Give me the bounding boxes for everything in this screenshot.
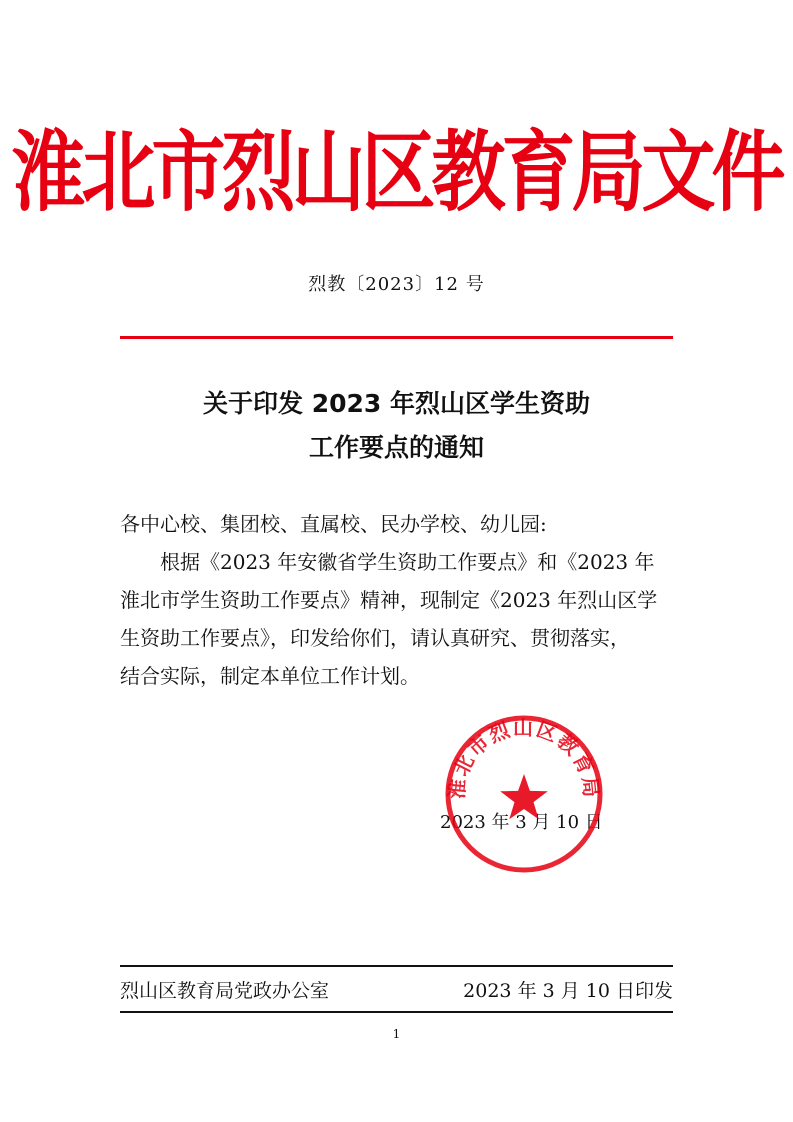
masthead-title: 淮北市烈山区教育局文件 [11,122,782,224]
svg-text:淮北市烈山区教育局: 淮北市烈山区教育局 [444,715,604,801]
body-line-4: 结合实际，制定本单位工作计划。 [120,664,420,688]
body-line-1: 根据《2023 年安徽省学生资助工作要点》和《2023 年 [160,550,655,574]
body-line-3: 生资助工作要点》，印发给你们，请认真研究、贯彻落实， [120,626,630,650]
notice-title [0,382,793,470]
signature-date: 2023 年 3 月 10 日 [440,812,603,833]
body-line-2: 淮北市学生资助工作要点》精神，现制定《2023 年烈山区学 [120,588,658,612]
notice-body [120,505,680,695]
footer-bottom-rule [120,1011,673,1013]
footer-print-date: 2023 年 3 月 10 日印发 [463,980,673,1002]
red-divider [120,336,673,339]
title-line-1: 关于印发 2023 年烈山区学生资助 [203,389,590,418]
page-number: 1 [392,1027,401,1041]
salutation: 各中心校、集团校、直属校、民办学校、幼儿园: [120,512,547,536]
official-seal-icon [444,714,604,874]
footer-top-rule [120,965,673,967]
document-number: 烈教〔2023〕12 号 [308,274,485,295]
title-line-2: 工作要点的通知 [308,433,484,462]
footer-issuer: 烈山区教育局党政办公室 [120,980,330,1002]
